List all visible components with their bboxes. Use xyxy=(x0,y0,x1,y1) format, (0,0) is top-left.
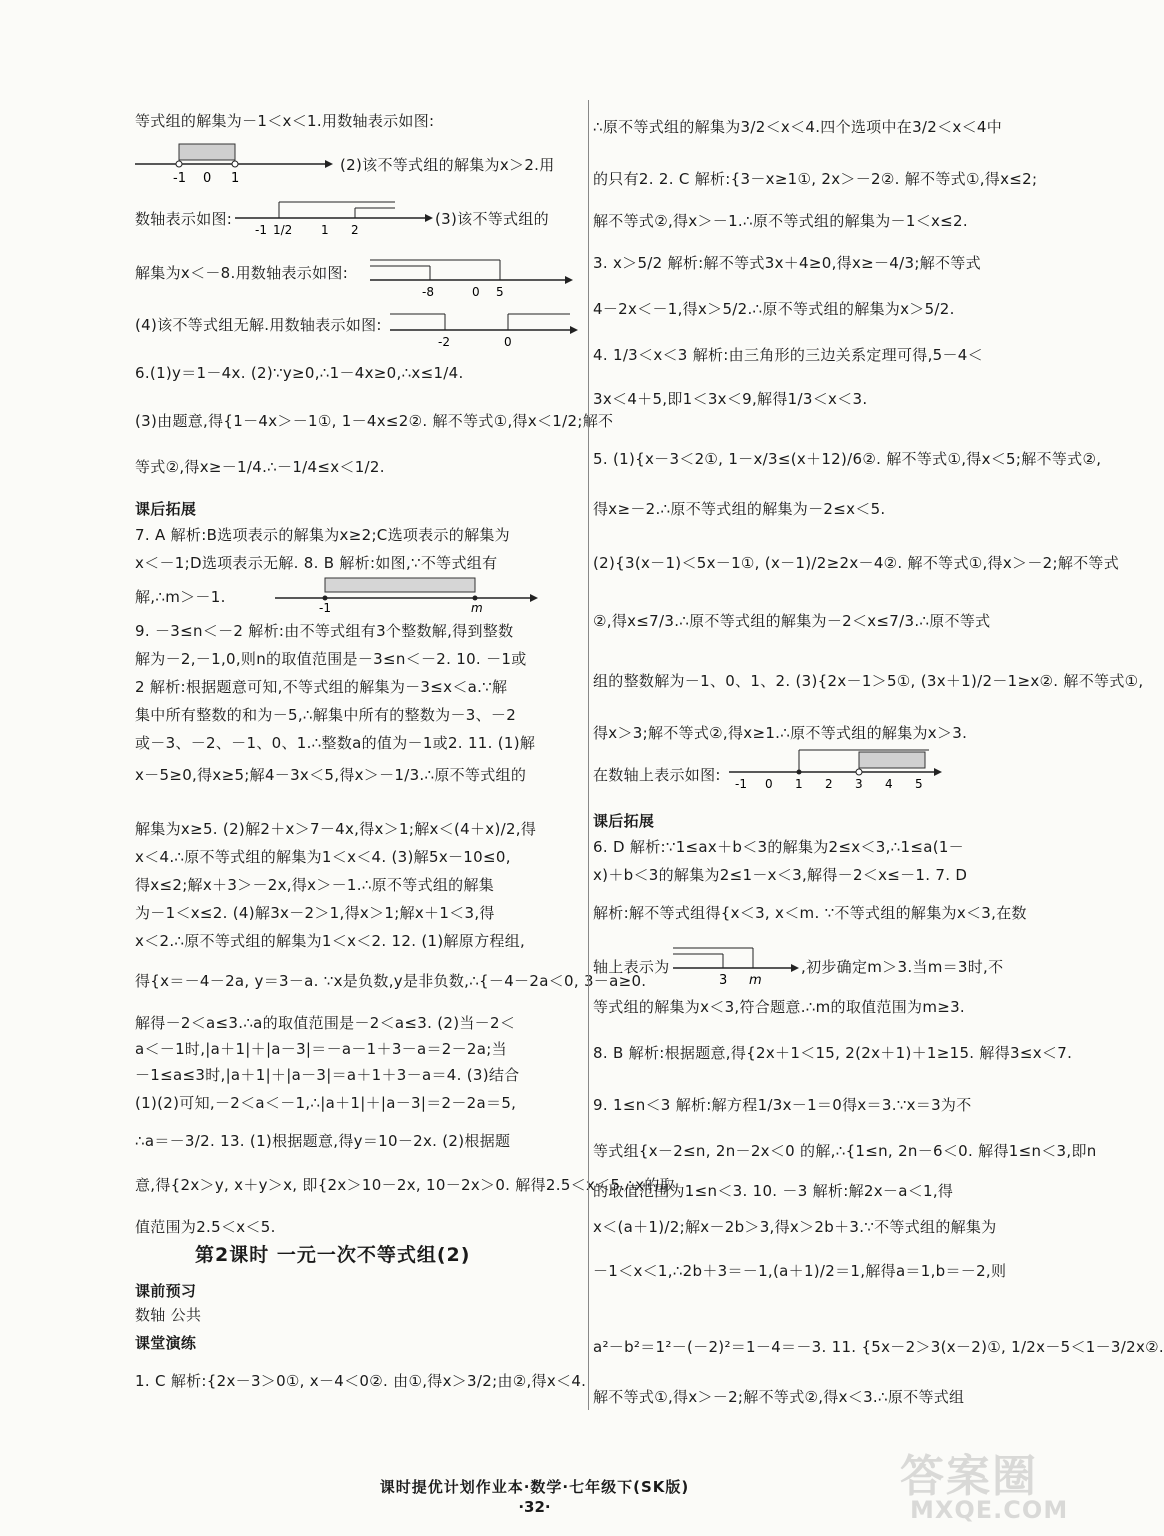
text-line: 3x＜4＋5,即1＜3x＜9,解得1/3＜x＜3. xyxy=(593,390,868,408)
text-line: a＜－1时,|a＋1|＋|a－3|＝－a－1＋3－a＝2－2a;当 xyxy=(135,1040,507,1058)
tick-label: 1/2 xyxy=(273,223,293,237)
text-line: 等式组的解集为x＜3,符合题意.∴m的取值范围为m≥3. xyxy=(593,998,966,1016)
text-line: 7. A 解析:B选项表示的解集为x≥2;C选项表示的解集为 xyxy=(135,526,510,544)
tick-label: 1 xyxy=(231,171,240,186)
text-line: －1≤a≤3时,|a＋1|＋|a－3|＝a＋1＋3－a＝4. (3)结合 xyxy=(135,1066,520,1084)
text-line: 解不等式①,得x＞－2;解不等式②,得x＜3.∴原不等式组 xyxy=(593,1388,965,1406)
tick-label: 3 xyxy=(855,777,863,791)
text-line: 解为－2,－1,0,则n的取值范围是－3≤n＜－2. 10. －1或 xyxy=(135,650,527,668)
text-line: 得x≤2;解x＋3＞－2x,得x＞－1.∴原不等式组的解集 xyxy=(135,876,495,894)
text-line: 得x≥－2.∴原不等式组的解集为－2≤x＜5. xyxy=(593,500,886,518)
text-line: x＜2.∴原不等式组的解集为1＜x＜2. 12. (1)解原方程组, xyxy=(135,932,526,950)
text-line: x)＋b＜3的解集为2≤1－x＜3,解得－2＜x≤－1. 7. D xyxy=(593,866,968,884)
text-line: x＜－1;D选项表示无解. 8. B 解析:如图,∵不等式组有 xyxy=(135,554,498,572)
text-line: 组的整数解为－1、0、1、2. (3){2x－1＞5①, (3x＋1)/2－1≥x②. 解不等式①, xyxy=(593,672,1144,690)
text-line: 在数轴上表示如图: xyxy=(593,766,721,784)
text-line: 意,得{2x＞y, x＋y＞x, 即{2x＞10－2x, 10－2x＞0. 解得2.5＜x＜5.∴x的取 xyxy=(135,1176,675,1194)
tick-label: 0 xyxy=(504,335,512,349)
text-line: 等式组{x－2≤n, 2n－2x＜0 的解,∴{1≤n, 2n－6＜0. 解得1≤n＜3,即n xyxy=(593,1142,1097,1160)
text-line: 2 解析:根据题意可知,不等式组的解集为－3≤x＜a.∵解 xyxy=(135,678,508,696)
text-line: 轴上表示为 xyxy=(593,958,670,976)
text-line: 解集为x＜－8.用数轴表示如图: xyxy=(135,264,349,282)
number-line-4 xyxy=(390,302,590,356)
text-line: ∴原不等式组的解集为3/2＜x＜4.四个选项中在3/2＜x＜4中 xyxy=(593,118,1003,136)
text-line: 解集为x≥5. (2)解2＋x＞7－4x,得x＞1;解x＜(4＋x)/2,得 xyxy=(135,820,537,838)
tick-label: -1 xyxy=(255,223,267,237)
number-line-7 xyxy=(673,942,813,990)
lesson-title: 第2课时 一元一次不等式组(2) xyxy=(195,1244,471,1266)
text-line: 解得－2＜a≤3.∴a的取值范围是－2＜a≤3. (2)当－2＜ xyxy=(135,1014,516,1032)
text-line: 值范围为2.5＜x＜5. xyxy=(135,1218,276,1236)
text-line: 4. 1/3＜x＜3 解析:由三角形的三边关系定理可得,5－4＜ xyxy=(593,346,983,364)
watermark-text: 答案圈 xyxy=(900,1451,1038,1502)
tick-label: -2 xyxy=(438,335,450,349)
tick-label: -1 xyxy=(319,601,331,615)
number-line-5 xyxy=(275,574,545,618)
footer-title: 课时提优计划作业本·数学·七年级下(SK版) xyxy=(379,1478,690,1496)
text-line: x－5≥0,得x≥5;解4－3x＜5,得x＞－1/3.∴原不等式组的 xyxy=(135,766,527,784)
tick-label: 0 xyxy=(765,777,773,791)
tick-label: 5 xyxy=(915,777,923,791)
text-line: 9. 1≤n＜3 解析:解方程1/3x－1＝0得x＝3.∵x＝3为不 xyxy=(593,1096,972,1114)
text-line: 6. D 解析:∵1≤ax＋b＜3的解集为2≤x＜3,∴1≤a(1－ xyxy=(593,838,964,856)
text-line: 数轴表示如图: xyxy=(135,210,233,228)
number-line-6 xyxy=(729,746,949,794)
section-heading-practice: 课堂演练 xyxy=(135,1334,197,1352)
text-line: x＜(a＋1)/2;解x－2b＞3,得x＞2b＋3.∵不等式组的解集为 xyxy=(593,1218,997,1236)
tick-label: m xyxy=(749,973,762,988)
text-line: 或－3、－2、－1、0、1.∴整数a的值为－1或2. 11. (1)解 xyxy=(135,734,536,752)
tick-label: -8 xyxy=(422,285,434,299)
text-line: 6.(1)y＝1－4x. (2)∵y≥0,∴1－4x≥0,∴x≤1/4. xyxy=(135,364,464,382)
text-line: 的只有2. 2. C 解析:{3－x≥1①, 2x＞－2②. 解不等式①,得x≤2; xyxy=(593,170,1038,188)
text-line: 集中所有整数的和为－5,∴解集中所有的整数为－3、－2 xyxy=(135,706,517,724)
tick-label: 0 xyxy=(203,171,212,186)
tick-label: 2 xyxy=(825,777,833,791)
tick-label: 2 xyxy=(351,223,359,237)
text-line: ②,得x≤7/3.∴原不等式组的解集为－2＜x≤7/3.∴原不等式 xyxy=(593,612,991,630)
tick-label: 0 xyxy=(472,285,480,299)
tick-label: 1 xyxy=(795,777,803,791)
text-line: a²－b²＝1²－(－2)²＝1－4＝－3. 11. {5x－2＞3(x－2)①, 1/2x－5＜1－3/2x②. xyxy=(593,1338,1164,1356)
text-line: 5. (1){x－3＜2①, 1－x/3≤(x＋12)/6②. 解不等式①,得x＜5;解不等式②, xyxy=(593,450,1102,468)
number-line-3 xyxy=(370,250,580,304)
text-line: ∴a＝－3/2. 13. (1)根据题意,得y＝10－2x. (2)根据题 xyxy=(135,1132,511,1150)
text-line: 得{x＝－4－2a, y＝3－a. ∵x是负数,y是非负数,∴{－4－2a＜0, 3－a≥0. xyxy=(135,972,647,990)
number-line-2 xyxy=(235,192,435,246)
right-column xyxy=(588,100,1164,1410)
text-line: 的取值范围为1≤n＜3. 10. －3 解析:解2x－a＜1,得 xyxy=(593,1182,954,1200)
preview-answer: 数轴 公共 xyxy=(135,1306,202,1324)
section-heading-after-class: 课后拓展 xyxy=(593,812,655,830)
tick-label: -1 xyxy=(735,777,747,791)
text-line: (3)该不等式组的 xyxy=(435,210,549,228)
text-line: (4)该不等式组无解.用数轴表示如图: xyxy=(135,316,382,334)
text-line: ,初步确定m＞3.当m＝3时,不 xyxy=(801,958,1004,976)
text-line: 3. x＞5/2 解析:解不等式3x＋4≥0,得x≥－4/3;解不等式 xyxy=(593,254,981,272)
tick-label: 4 xyxy=(885,777,893,791)
text-line: 为－1＜x≤2. (4)解3x－2＞1,得x＞1;解x＋1＜3,得 xyxy=(135,904,495,922)
number-line-1 xyxy=(135,138,335,192)
text-line: 得x＞3;解不等式②,得x≥1.∴原不等式组的解集为x＞3. xyxy=(593,724,968,742)
text-line: 解不等式②,得x＞－1.∴原不等式组的解集为－1＜x≤2. xyxy=(593,212,968,230)
text-line: x＜4.∴原不等式组的解集为1＜x＜4. (3)解5x－10≤0, xyxy=(135,848,511,866)
text-line: (2)该不等式组的解集为x＞2.用 xyxy=(340,156,555,174)
watermark-logo xyxy=(900,1440,1069,1530)
text-line: 解,∴m＞－1. xyxy=(135,588,226,606)
tick-label: 1 xyxy=(321,223,329,237)
section-heading-after-class: 课后拓展 xyxy=(135,500,197,518)
text-line: 4－2x＜－1,得x＞5/2.∴原不等式组的解集为x＞5/2. xyxy=(593,300,955,318)
text-line: (1)(2)可知,－2＜a＜－1,∴|a＋1|＋|a－3|＝2－2a＝5, xyxy=(135,1094,517,1112)
tick-label: 5 xyxy=(496,285,504,299)
page-number: ·32· xyxy=(518,1498,551,1516)
tick-label: 3 xyxy=(719,973,728,988)
text-line: 等式组的解集为－1＜x＜1.用数轴表示如图: xyxy=(135,112,435,130)
text-line: 1. C 解析:{2x－3＞0①, x－4＜0②. 由①,得x＞3/2;由②,得x＜4. xyxy=(135,1372,587,1390)
text-line: 8. B 解析:根据题意,得{2x＋1＜15, 2(2x＋1)＋1≥15. 解得3≤x＜7. xyxy=(593,1044,1073,1062)
tick-label: m xyxy=(471,601,483,615)
section-heading-preview: 课前预习 xyxy=(135,1282,197,1300)
text-line: 等式②,得x≥－1/4.∴－1/4≤x＜1/2. xyxy=(135,458,385,476)
text-line: －1＜x＜1,∴2b＋3＝－1,(a＋1)/2＝1,解得a＝1,b＝－2,则 xyxy=(593,1262,1007,1280)
text-line: (3)由题意,得{1－4x＞－1①, 1－4x≤2②. 解不等式①,得x＜1/2;解不 xyxy=(135,412,614,430)
watermark-url: MXQE.COM xyxy=(910,1496,1069,1524)
text-line: 9. －3≤n＜－2 解析:由不等式组有3个整数解,得到整数 xyxy=(135,622,514,640)
text-line: 解析:解不等式组得{x＜3, x＜m. ∵不等式组的解集为x＜3,在数 xyxy=(593,904,1027,922)
text-line: (2){3(x－1)＜5x－1①, (x－1)/2≥2x－4②. 解不等式①,得x＞－2;解不等式 xyxy=(593,554,1120,572)
tick-label: -1 xyxy=(173,171,186,186)
